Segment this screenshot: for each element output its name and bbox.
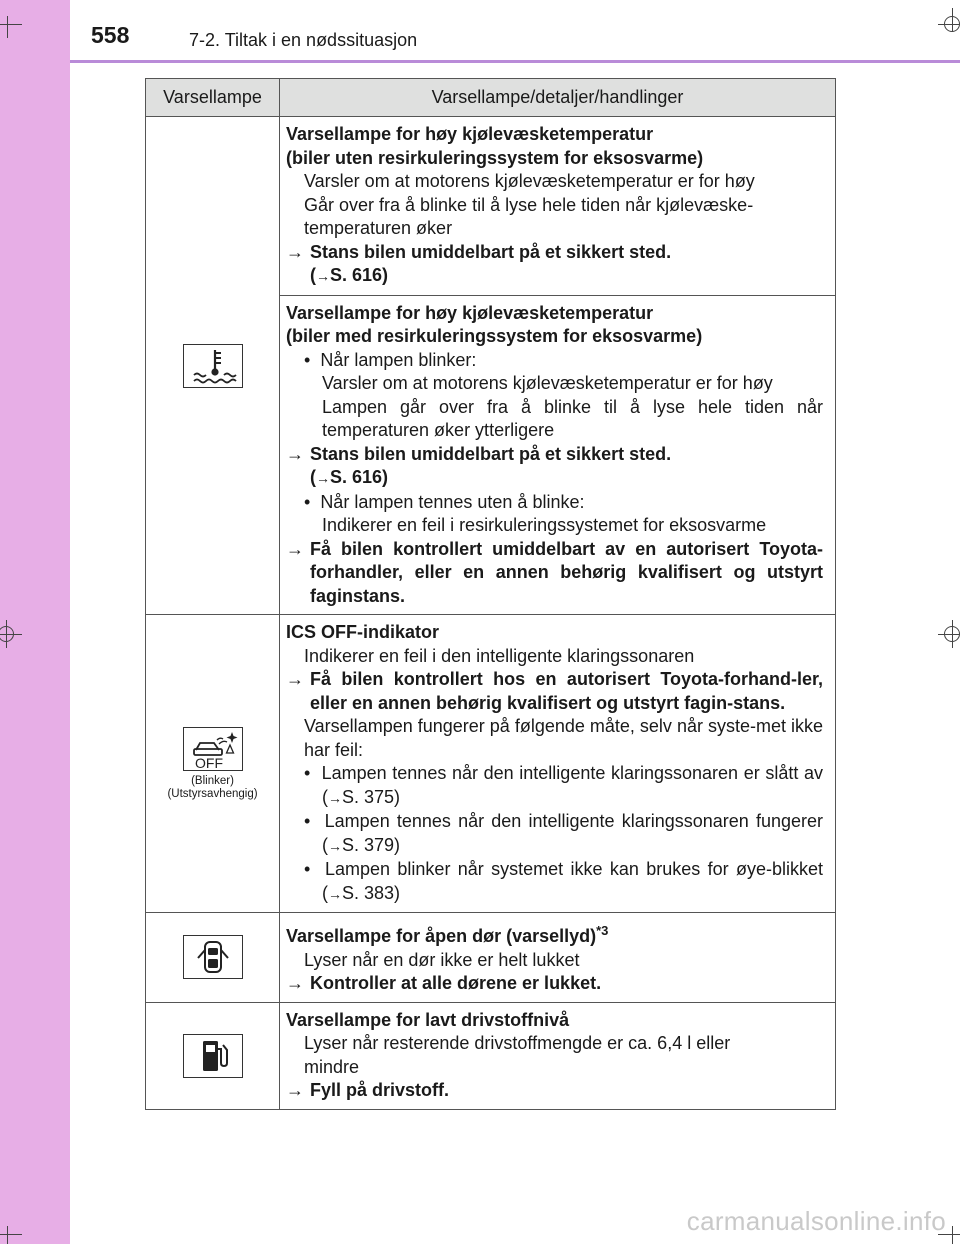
- row1-line-1: Varsler om at motorens kjølevæsketemperatur er for høy: [304, 171, 755, 191]
- row3-line-2: Varsellampen fungerer på følgende måte, selv når syste-met ikke har feil:: [304, 716, 823, 760]
- row3-action: → Få bilen kontrollert hos en autorisert Toyota-forhand-ler, eller en annen behørig kvalifisert og utstyrt fagin-stans.: [286, 669, 823, 713]
- row3-bullet-3: • Lampen blinker når systemet ikke kan brukes for øye-blikket (→S. 383): [304, 859, 824, 903]
- row2-sub-2: Lampen går over fra å blinke til å lyse hele tiden når temperaturen øker ytterligere: [322, 396, 823, 440]
- row2-action-2: → Få bilen kontrollert umiddelbart av en autorisert Toyota-forhandler, eller en annen behørig kvalifisert og utstyrt faginstans.: [286, 538, 823, 606]
- arrow-icon: →: [286, 443, 304, 464]
- coolant-icon-cell: [146, 117, 280, 615]
- row1-line-2: Går over fra å blinke til å lyse hele tiden når kjølevæske-: [304, 194, 754, 215]
- row1-ref: (→S. 616): [310, 265, 389, 285]
- row-low-fuel: [280, 1002, 836, 1109]
- row1-action: → Stans bilen umiddelbart på et sikkert sted.: [286, 241, 823, 265]
- row2-sub-3: Indikerer en feil i resirkuleringssystemet for eksosvarme: [322, 515, 767, 535]
- page-margin-strip: [0, 0, 70, 1244]
- header-rule: [70, 60, 960, 63]
- row2-ref-1: (→S. 616): [310, 467, 389, 487]
- watermark: carmanualsonline.info: [686, 1206, 946, 1236]
- fuel-icon-cell: [146, 1002, 280, 1109]
- page-number: 558: [91, 22, 130, 48]
- ref-arrow-icon: →: [328, 885, 342, 902]
- row3-title: ICS OFF-indikator: [286, 622, 439, 642]
- row5-line-1: Lyser når resterende drivstoffmengde er ca. 6,4 l eller: [304, 1033, 731, 1053]
- door-icon-cell: [146, 913, 280, 1003]
- ref-arrow-icon: →: [316, 268, 330, 284]
- warning-light-table: [145, 78, 836, 1110]
- row4-line-1: Lyser når en dør ikke er helt lukket: [304, 949, 580, 970]
- row4-title: Varsellampe for åpen dør (varsellyd)$^{*3}$: [286, 923, 609, 946]
- row-ics-off: [280, 615, 836, 913]
- row-coolant-with-exhaust: [280, 295, 836, 615]
- row3-bullet-1: • Lampen tennes når den intelligente klaringssonaren er slått av (→S. 375): [304, 763, 824, 807]
- coolant-temp-icon: [183, 344, 243, 388]
- chapter-title: 7-2. Tiltak i en nødssituasjon: [189, 30, 418, 50]
- row2-action-1: → Stans bilen umiddelbart på et sikkert sted.: [286, 443, 823, 467]
- ref-arrow-icon: →: [316, 470, 330, 486]
- row1-title-2: (biler uten resirkuleringssystem for eksosvarme): [286, 147, 704, 168]
- arrow-icon: →: [286, 241, 304, 262]
- row5-title: Varsellampe for lavt drivstoffnivå: [286, 1009, 570, 1030]
- row1-title-1: Varsellampe for høy kjølevæsketemperatur: [286, 124, 654, 144]
- arrow-icon: →: [286, 973, 304, 993]
- ics-off-icon-text: OFF: [194, 754, 223, 770]
- arrow-icon: →: [286, 1080, 304, 1100]
- arrow-icon: →: [286, 538, 304, 559]
- row2-bullet-2: • Når lampen tennes uten å blinke:: [304, 491, 585, 512]
- row2-sub-1: Varsler om at motorens kjølevæsketemperatur er for høy: [322, 373, 773, 393]
- ref-arrow-icon: →: [328, 789, 342, 806]
- ics-note-blinks: (Blinker): [191, 774, 234, 787]
- door-open-icon: [183, 935, 243, 979]
- row3-line-1: Indikerer en feil i den intelligente klaringssonaren: [304, 645, 695, 666]
- row2-title-1: Varsellampe for høy kjølevæsketemperatur: [286, 302, 654, 323]
- row-coolant-no-exhaust: [280, 117, 836, 296]
- ics-off-icon: [183, 727, 243, 771]
- arrow-icon: →: [286, 669, 304, 689]
- row5-line-2: mindre: [304, 1056, 360, 1077]
- fuel-pump-icon: [183, 1034, 243, 1078]
- row2-title-2: (biler med resirkuleringssystem for eksosvarme): [286, 326, 703, 346]
- col-header-details: Varsellampe/detaljer/handlinger: [280, 79, 836, 117]
- row5-action: → Fyll på drivstoff.: [286, 1079, 823, 1103]
- col-header-warning-light: Varsellampe: [146, 79, 280, 117]
- row3-bullet-2: • Lampen tennes når den intelligente klaringssonaren fungerer (→S. 379): [304, 811, 823, 855]
- row4-action: → Kontroller at alle dørene er lukket.: [286, 972, 823, 996]
- ics-note-equipment: (Utstyrsavhengig): [167, 787, 258, 800]
- ics-icon-cell: [146, 615, 280, 913]
- row1-line-3: temperaturen øker: [304, 218, 453, 238]
- footnote-marker: *3: [596, 923, 609, 938]
- ref-arrow-icon: →: [328, 837, 342, 854]
- row2-bullet-1: • Når lampen blinker:: [304, 349, 477, 370]
- row-door-open: [280, 913, 836, 1003]
